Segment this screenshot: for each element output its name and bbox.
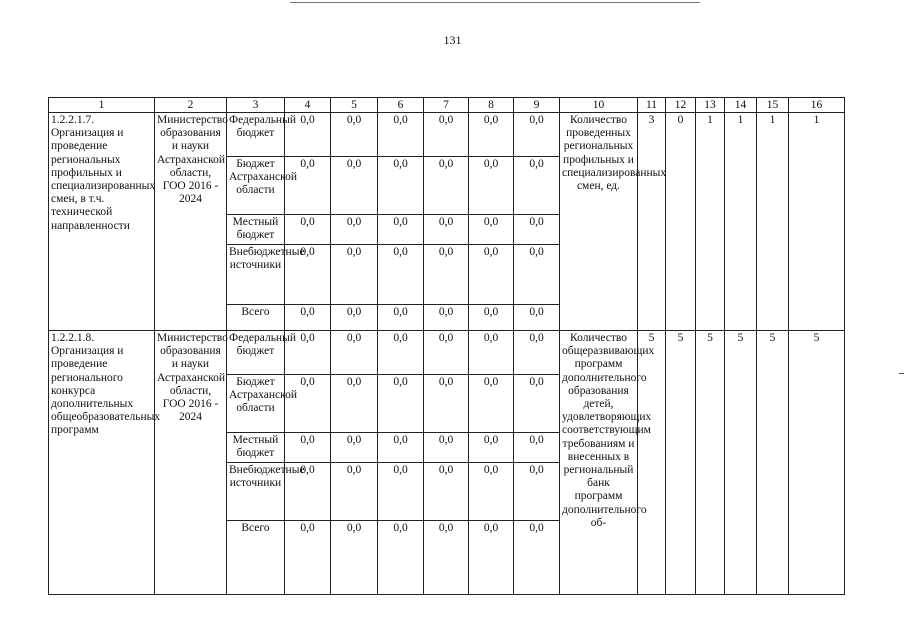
amount-cell: 0,0 bbox=[424, 375, 469, 433]
amount-cell: 0,0 bbox=[514, 245, 560, 305]
amount-cell: 0,0 bbox=[424, 433, 469, 463]
target-value: 3 bbox=[638, 113, 666, 331]
target-value: 5 bbox=[725, 331, 757, 595]
amount-cell: 0,0 bbox=[285, 113, 331, 157]
target-value: 1 bbox=[757, 113, 789, 331]
amount-cell: 0,0 bbox=[285, 375, 331, 433]
funding-source: Всего bbox=[227, 521, 285, 595]
indicator-cell: Количество общеразвивающих программ дополнительного образования детей, удовлетворяющих соответствующим требованиям и внесенных в региональный банк программ дополнительного об- bbox=[560, 331, 638, 595]
amount-cell: 0,0 bbox=[514, 157, 560, 215]
funding-source: Внебюджетные источники bbox=[227, 463, 285, 521]
amount-cell: 0,0 bbox=[514, 463, 560, 521]
amount-cell: 0,0 bbox=[469, 375, 514, 433]
column-header: 7 bbox=[424, 98, 469, 113]
margin-mark bbox=[899, 373, 904, 374]
executor-cell: Министерство образования и науки Астраханской области, ГОО 2016 - 2024 bbox=[155, 331, 227, 595]
amount-cell: 0,0 bbox=[285, 245, 331, 305]
amount-cell: 0,0 bbox=[285, 215, 331, 245]
funding-source: Федеральный бюджет bbox=[227, 113, 285, 157]
amount-cell: 0,0 bbox=[331, 521, 378, 595]
column-header: 8 bbox=[469, 98, 514, 113]
target-value: 5 bbox=[638, 331, 666, 595]
column-header: 2 bbox=[155, 98, 227, 113]
amount-cell: 0,0 bbox=[424, 157, 469, 215]
amount-cell: 0,0 bbox=[378, 521, 424, 595]
amount-cell: 0,0 bbox=[331, 463, 378, 521]
column-header: 9 bbox=[514, 98, 560, 113]
amount-cell: 0,0 bbox=[378, 215, 424, 245]
amount-cell: 0,0 bbox=[514, 113, 560, 157]
amount-cell: 0,0 bbox=[285, 463, 331, 521]
amount-cell: 0,0 bbox=[514, 215, 560, 245]
column-header: 4 bbox=[285, 98, 331, 113]
target-value: 1 bbox=[789, 113, 845, 331]
column-header: 14 bbox=[725, 98, 757, 113]
amount-cell: 0,0 bbox=[469, 157, 514, 215]
amount-cell: 0,0 bbox=[424, 215, 469, 245]
amount-cell: 0,0 bbox=[378, 331, 424, 375]
amount-cell: 0,0 bbox=[514, 433, 560, 463]
amount-cell: 0,0 bbox=[424, 331, 469, 375]
target-value: 1 bbox=[725, 113, 757, 331]
amount-cell: 0,0 bbox=[424, 113, 469, 157]
funding-source: Бюджет Астраханской области bbox=[227, 375, 285, 433]
page-number: 131 bbox=[443, 33, 462, 47]
amount-cell: 0,0 bbox=[331, 215, 378, 245]
amount-cell: 0,0 bbox=[424, 521, 469, 595]
column-header: 15 bbox=[757, 98, 789, 113]
amount-cell: 0,0 bbox=[331, 113, 378, 157]
column-header: 10 bbox=[560, 98, 638, 113]
amount-cell: 0,0 bbox=[285, 331, 331, 375]
target-value: 5 bbox=[696, 331, 725, 595]
column-header: 3 bbox=[227, 98, 285, 113]
target-value: 5 bbox=[757, 331, 789, 595]
activity-name: 1.2.2.1.7. Организация и проведение региональных профильных и специализированных смен, в т.ч. технической направленности bbox=[49, 113, 155, 331]
table-row bbox=[49, 331, 845, 375]
target-value: 5 bbox=[789, 331, 845, 595]
budget-table bbox=[48, 97, 845, 595]
amount-cell: 0,0 bbox=[285, 157, 331, 215]
amount-cell: 0,0 bbox=[469, 215, 514, 245]
amount-cell: 0,0 bbox=[469, 433, 514, 463]
target-value: 1 bbox=[696, 113, 725, 331]
amount-cell: 0,0 bbox=[469, 521, 514, 595]
column-number-row bbox=[49, 98, 845, 113]
amount-cell: 0,0 bbox=[514, 375, 560, 433]
amount-cell: 0,0 bbox=[378, 113, 424, 157]
amount-cell: 0,0 bbox=[331, 157, 378, 215]
executor-cell: Министерство образования и науки Астраханской области, ГОО 2016 - 2024 bbox=[155, 113, 227, 331]
column-header: 12 bbox=[666, 98, 696, 113]
top-rule bbox=[290, 2, 700, 3]
column-header: 16 bbox=[789, 98, 845, 113]
amount-cell: 0,0 bbox=[285, 305, 331, 331]
indicator-cell: Количество проведенных региональных профильных и специализированных смен, ед. bbox=[560, 113, 638, 331]
funding-source: Бюджет Астраханской области bbox=[227, 157, 285, 215]
target-value: 5 bbox=[666, 331, 696, 595]
amount-cell: 0,0 bbox=[514, 305, 560, 331]
amount-cell: 0,0 bbox=[469, 113, 514, 157]
funding-source: Местный бюджет bbox=[227, 215, 285, 245]
amount-cell: 0,0 bbox=[378, 375, 424, 433]
amount-cell: 0,0 bbox=[424, 305, 469, 331]
amount-cell: 0,0 bbox=[378, 245, 424, 305]
amount-cell: 0,0 bbox=[378, 433, 424, 463]
amount-cell: 0,0 bbox=[331, 305, 378, 331]
amount-cell: 0,0 bbox=[514, 521, 560, 595]
column-header: 6 bbox=[378, 98, 424, 113]
amount-cell: 0,0 bbox=[285, 521, 331, 595]
column-header: 13 bbox=[696, 98, 725, 113]
amount-cell: 0,0 bbox=[331, 375, 378, 433]
funding-source: Всего bbox=[227, 305, 285, 331]
amount-cell: 0,0 bbox=[331, 245, 378, 305]
amount-cell: 0,0 bbox=[331, 433, 378, 463]
column-header: 1 bbox=[49, 98, 155, 113]
amount-cell: 0,0 bbox=[469, 463, 514, 521]
activity-name: 1.2.2.1.8. Организация и проведение регионального конкурса дополнительных общеобразовательных программ bbox=[49, 331, 155, 595]
amount-cell: 0,0 bbox=[378, 463, 424, 521]
funding-source: Местный бюджет bbox=[227, 433, 285, 463]
amount-cell: 0,0 bbox=[469, 305, 514, 331]
amount-cell: 0,0 bbox=[514, 331, 560, 375]
amount-cell: 0,0 bbox=[424, 463, 469, 521]
funding-source: Федеральный бюджет bbox=[227, 331, 285, 375]
table-row bbox=[49, 113, 845, 157]
amount-cell: 0,0 bbox=[331, 331, 378, 375]
amount-cell: 0,0 bbox=[469, 331, 514, 375]
funding-source: Внебюджетные источники bbox=[227, 245, 285, 305]
target-value: 0 bbox=[666, 113, 696, 331]
amount-cell: 0,0 bbox=[424, 245, 469, 305]
amount-cell: 0,0 bbox=[378, 157, 424, 215]
column-header: 5 bbox=[331, 98, 378, 113]
amount-cell: 0,0 bbox=[469, 245, 514, 305]
amount-cell: 0,0 bbox=[378, 305, 424, 331]
column-header: 11 bbox=[638, 98, 666, 113]
amount-cell: 0,0 bbox=[285, 433, 331, 463]
